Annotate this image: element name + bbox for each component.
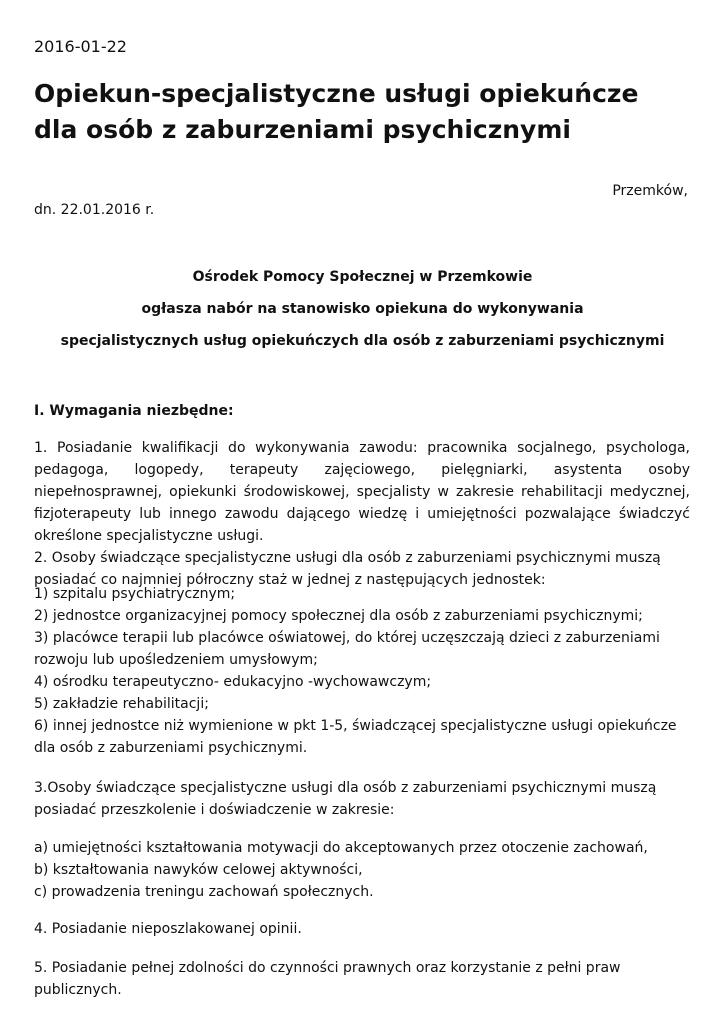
page-title: Opiekun-specjalistyczne usługi opiekuńcze dla osób z zaburzeniami psychicznymi [34, 79, 639, 144]
requirement-5: 5. Posiadanie pełnej zdolności do czynności prawnych oraz korzystanie z pełni praw publicznych. [34, 960, 621, 998]
skills-list [34, 837, 690, 903]
dateline: dn. 22.01.2016 r. [34, 202, 155, 218]
place-label: Przemków, [612, 183, 688, 199]
list-item: 1) szpitalu psychiatrycznym; [34, 586, 236, 602]
list-item: 4) ośrodku terapeutyczno- edukacyjno -wychowawczym; [34, 674, 432, 690]
section-heading: I. Wymagania niezbędne: [34, 403, 234, 419]
units-list [34, 583, 690, 759]
announcement-line-1: Ośrodek Pomocy Społecznej w Przemkowie [192, 269, 533, 285]
requirement-3: 3.Osoby świadczące specjalistyczne usługi dla osób z zaburzeniami psychicznymi muszą posiadać przeszkolenie i doświadczenie w zakresie: [34, 780, 657, 818]
list-item: 6) innej jednostce niż wymienione w pkt 1-5, świadczącej specjalistyczne usługi opiekuńcze dla osób z zaburzeniami psychicznymi. [34, 718, 677, 756]
list-item: c) prowadzenia treningu zachowań społecznych. [34, 884, 374, 900]
requirement-1: 1. Posiadanie kwalifikacji do wykonywania zawodu: pracownika socjalnego, psychologa, pedagoga, logopedy, terapeuty zajęciowego, pielęgniarki, asystenta osoby niepełnosprawnej, opiekunki środowiskowej, specjalisty w zakresie rehabilitacji medycznej, fizjoterapeuty lub innego zawodu dającego wiedzę i umiejętności pozwalające świadczyć określone specjalistyczne usługi. [34, 440, 690, 544]
requirement-1-and-2 [34, 437, 690, 591]
list-item: b) kształtowania nawyków celowej aktywności, [34, 862, 363, 878]
list-item: 3) placówce terapii lub placówce oświatowej, do której uczęszczają dzieci z zaburzeniami rozwoju lub upośledzeniem umysłowym; [34, 630, 660, 668]
list-item: a) umiejętności kształtowania motywacji do akceptowanych przez otoczenie zachowań, [34, 840, 648, 856]
requirement-2: 2. Osoby świadczące specjalistyczne usługi dla osób z zaburzeniami psychicznymi muszą posiadać co najmniej półroczny staż w jednej z następujących jednostek: [34, 550, 661, 588]
list-item: 2) jednostce organizacyjnej pomocy społecznej dla osób z zaburzeniami psychicznymi; [34, 608, 643, 624]
announcement-line-3: specjalistycznych usług opiekuńczych dla osób z zaburzeniami psychicznymi [60, 333, 665, 349]
announcement-line-2: ogłasza nabór na stanowisko opiekuna do wykonywania [141, 301, 584, 317]
list-item: 5) zakładzie rehabilitacji; [34, 696, 209, 712]
publication-date: 2016-01-22 [34, 37, 127, 56]
requirement-4: 4. Posiadanie nieposzlakowanej opinii. [34, 921, 302, 937]
